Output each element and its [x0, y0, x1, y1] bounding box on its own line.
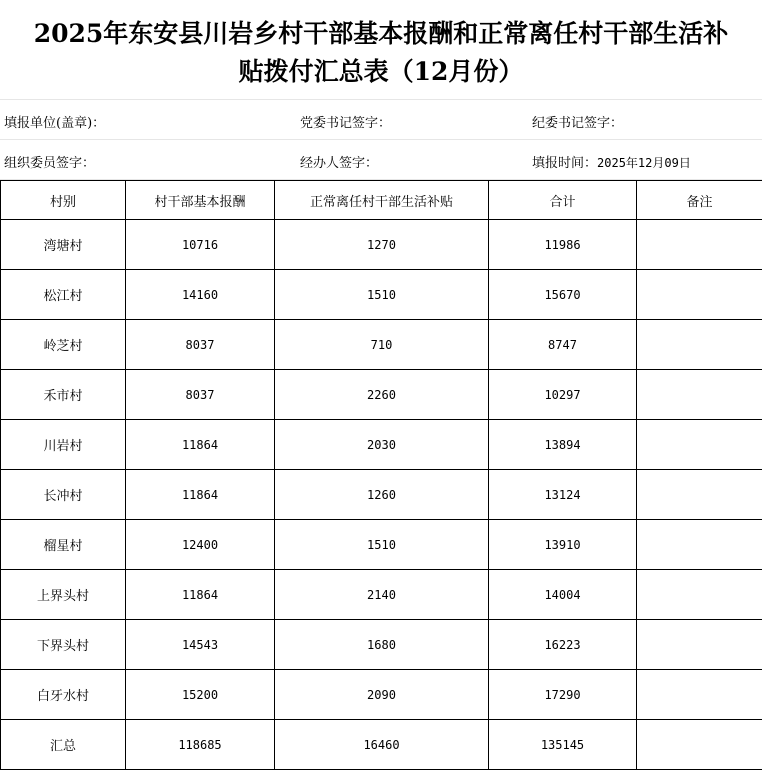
- table-row: [1, 470, 762, 520]
- basic-pay-cell: 14160: [126, 270, 275, 320]
- title-line-2: 贴拨付汇总表（12月份）: [238, 57, 524, 86]
- title-line-1: 2025年东安县川岩乡村干部基本报酬和正常离任村干部生活补: [33, 19, 729, 48]
- note-cell: [637, 670, 762, 720]
- note-cell: [637, 520, 762, 570]
- note-cell: [637, 270, 762, 320]
- handler-signature-label: 经办人签字：: [300, 156, 379, 171]
- retired-subsidy-cell: 2090: [275, 670, 489, 720]
- total-cell: 8747: [489, 320, 637, 370]
- total-cell: 11986: [489, 220, 637, 270]
- table-row: [1, 370, 762, 420]
- header-basic-pay: 村干部基本报酬: [126, 181, 275, 220]
- discipline-secretary-signature-label: 纪委书记签字：: [532, 116, 624, 131]
- note-cell: [637, 420, 762, 470]
- payment-table: [0, 180, 762, 770]
- village-cell: 松江村: [1, 270, 126, 320]
- basic-pay-cell: 14543: [126, 620, 275, 670]
- basic-pay-cell: 15200: [126, 670, 275, 720]
- fill-time-value: 2025年12月09日: [597, 156, 691, 170]
- header-total: 合计: [489, 181, 637, 220]
- header-note: 备注: [637, 181, 762, 220]
- basic-pay-cell: 11864: [126, 570, 275, 620]
- note-cell: [637, 220, 762, 270]
- village-cell: 川岩村: [1, 420, 126, 470]
- table-row: [1, 620, 762, 670]
- note-cell: [637, 620, 762, 670]
- signature-row-1: [0, 100, 762, 140]
- total-cell: 15670: [489, 270, 637, 320]
- fill-time-label: 填报时间：: [532, 156, 598, 171]
- table-row: [1, 670, 762, 720]
- note-cell: [637, 720, 762, 770]
- village-cell: 岭芝村: [1, 320, 126, 370]
- note-cell: [637, 320, 762, 370]
- village-cell: 湾塘村: [1, 220, 126, 270]
- signature-row-2: [0, 140, 762, 180]
- basic-pay-cell: 10716: [126, 220, 275, 270]
- village-cell: 白牙水村: [1, 670, 126, 720]
- basic-pay-cell: 8037: [126, 320, 275, 370]
- table-row: [1, 320, 762, 370]
- retired-subsidy-cell: 2030: [275, 420, 489, 470]
- retired-subsidy-cell: 1680: [275, 620, 489, 670]
- retired-subsidy-cell: 2140: [275, 570, 489, 620]
- table-row: [1, 520, 762, 570]
- document-title: [0, 0, 762, 100]
- total-cell: 135145: [489, 720, 637, 770]
- total-cell: 13894: [489, 420, 637, 470]
- organization-member-signature-label: 组织委员签字：: [4, 156, 96, 171]
- retired-subsidy-cell: 710: [275, 320, 489, 370]
- reporting-unit-label: 填报单位(盖章)：: [4, 116, 106, 131]
- village-cell: 长冲村: [1, 470, 126, 520]
- note-cell: [637, 570, 762, 620]
- total-cell: 13124: [489, 470, 637, 520]
- retired-subsidy-cell: 16460: [275, 720, 489, 770]
- header-retired-subsidy: 正常离任村干部生活补贴: [275, 181, 489, 220]
- retired-subsidy-cell: 1270: [275, 220, 489, 270]
- retired-subsidy-cell: 1510: [275, 520, 489, 570]
- total-cell: 16223: [489, 620, 637, 670]
- total-cell: 13910: [489, 520, 637, 570]
- retired-subsidy-cell: 2260: [275, 370, 489, 420]
- party-secretary-signature-label: 党委书记签字：: [300, 116, 392, 131]
- total-cell: 10297: [489, 370, 637, 420]
- table-row: [1, 220, 762, 270]
- village-cell: 汇总: [1, 720, 126, 770]
- village-cell: 榴星村: [1, 520, 126, 570]
- village-cell: 下界头村: [1, 620, 126, 670]
- table-row: [1, 570, 762, 620]
- total-cell: 17290: [489, 670, 637, 720]
- note-cell: [637, 370, 762, 420]
- basic-pay-cell: 11864: [126, 420, 275, 470]
- retired-subsidy-cell: 1510: [275, 270, 489, 320]
- note-cell: [637, 470, 762, 520]
- retired-subsidy-cell: 1260: [275, 470, 489, 520]
- village-cell: 上界头村: [1, 570, 126, 620]
- header-village: 村别: [1, 181, 126, 220]
- table-row: [1, 420, 762, 470]
- basic-pay-cell: 118685: [126, 720, 275, 770]
- village-cell: 禾市村: [1, 370, 126, 420]
- basic-pay-cell: 11864: [126, 470, 275, 520]
- basic-pay-cell: 12400: [126, 520, 275, 570]
- table-header-row: [1, 181, 762, 220]
- total-cell: 14004: [489, 570, 637, 620]
- table-total-row: [1, 720, 762, 770]
- basic-pay-cell: 8037: [126, 370, 275, 420]
- fill-time: [532, 152, 691, 171]
- table-row: [1, 270, 762, 320]
